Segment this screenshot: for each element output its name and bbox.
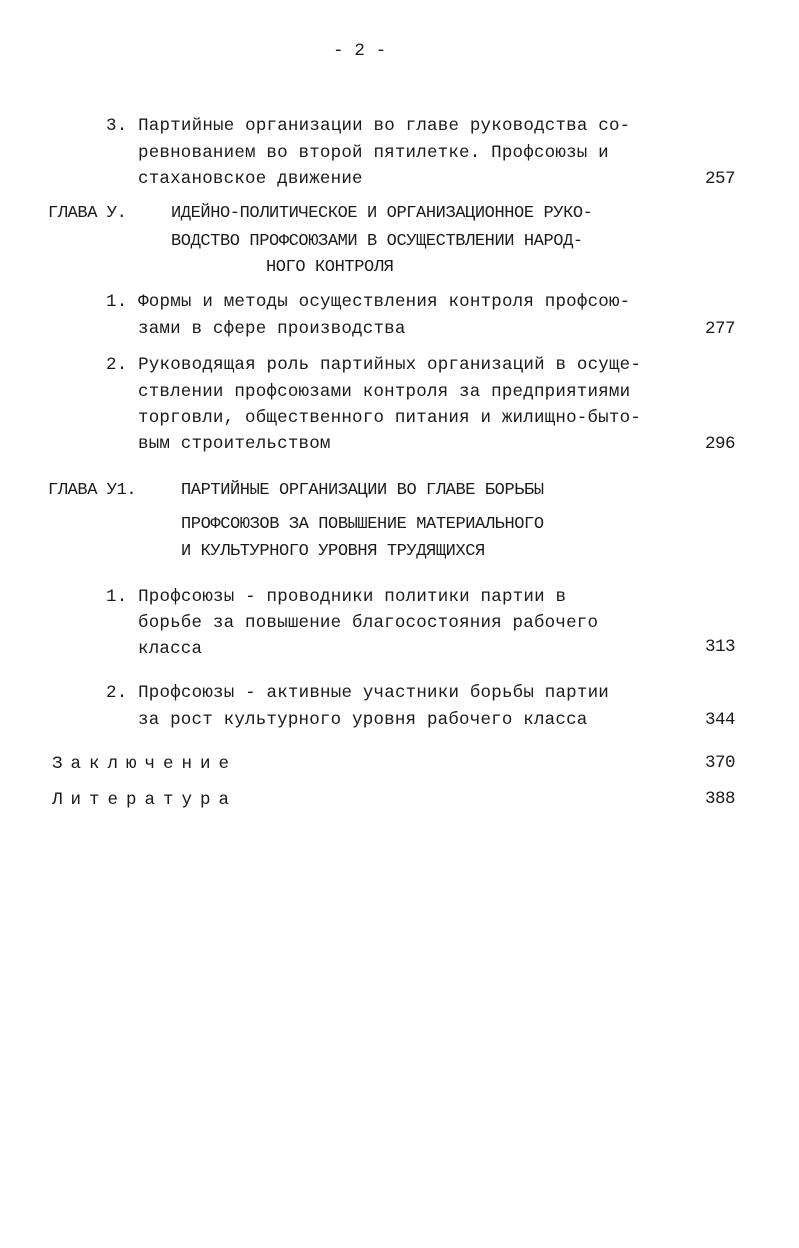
entry-line: за рост культурного уровня рабочего класса	[138, 710, 588, 730]
entry-line: 1. Профсоюзы - проводники политики партии в	[106, 587, 567, 607]
chapter-title-line: И КУЛЬТУРНОГО УРОВНЯ ТРУДЯЩИХСЯ	[181, 542, 485, 561]
entry-line: торговли, общественного питания и жилищно-быто-	[138, 408, 641, 428]
chapter-label: ГЛАВА У.	[48, 204, 127, 223]
page-ref: 370	[704, 753, 735, 773]
page-number: - 2 -	[333, 41, 387, 61]
page-ref: 296	[704, 434, 735, 454]
entry-line: Заключение	[52, 754, 238, 774]
entry-line: зами в сфере производства	[138, 319, 406, 339]
chapter-title-line: ПРОФСОЮЗОВ ЗА ПОВЫШЕНИЕ МАТЕРИАЛЬНОГО	[181, 515, 544, 534]
entry-line: вым строительством	[138, 434, 331, 454]
page-ref: 388	[704, 789, 735, 809]
page-ref: 277	[704, 319, 735, 339]
entry-line: стахановское движение	[138, 169, 363, 189]
entry-line: 2. Руководящая роль партийных организаций в осуще-	[106, 355, 642, 375]
chapter-label: ГЛАВА У1.	[48, 481, 137, 500]
entry-line: борьбе за повышение благосостояния рабочего	[138, 613, 599, 633]
chapter-title-line: НОГО КОНТРОЛЯ	[266, 258, 394, 277]
page-ref: 313	[704, 637, 735, 657]
chapter-title-line: ВОДСТВО ПРОФСОЮЗАМИ В ОСУЩЕСТВЛЕНИИ НАРОД-	[171, 232, 583, 251]
chapter-title-line: ИДЕЙНО-ПОЛИТИЧЕСКОЕ И ОРГАНИЗАЦИОННОЕ РУКО-	[171, 204, 593, 223]
entry-line: ревнованием во второй пятилетке. Профсоюзы и	[138, 143, 609, 163]
page-ref: 344	[704, 710, 735, 730]
entry-line: 2. Профсоюзы - активные участники борьбы партии	[106, 683, 609, 703]
entry-line: 3. Партийные организации во главе руководства со-	[106, 116, 631, 136]
entry-line: 1. Формы и методы осуществления контроля профсою-	[106, 292, 631, 312]
page-ref: 257	[704, 169, 735, 189]
entry-line: ствлении профсоюзами контроля за предприятиями	[138, 382, 631, 402]
entry-line: Литература	[52, 790, 238, 810]
entry-line: класса	[138, 639, 203, 659]
chapter-title-line: ПАРТИЙНЫЕ ОРГАНИЗАЦИИ ВО ГЛАВЕ БОРЬБЫ	[181, 481, 544, 500]
